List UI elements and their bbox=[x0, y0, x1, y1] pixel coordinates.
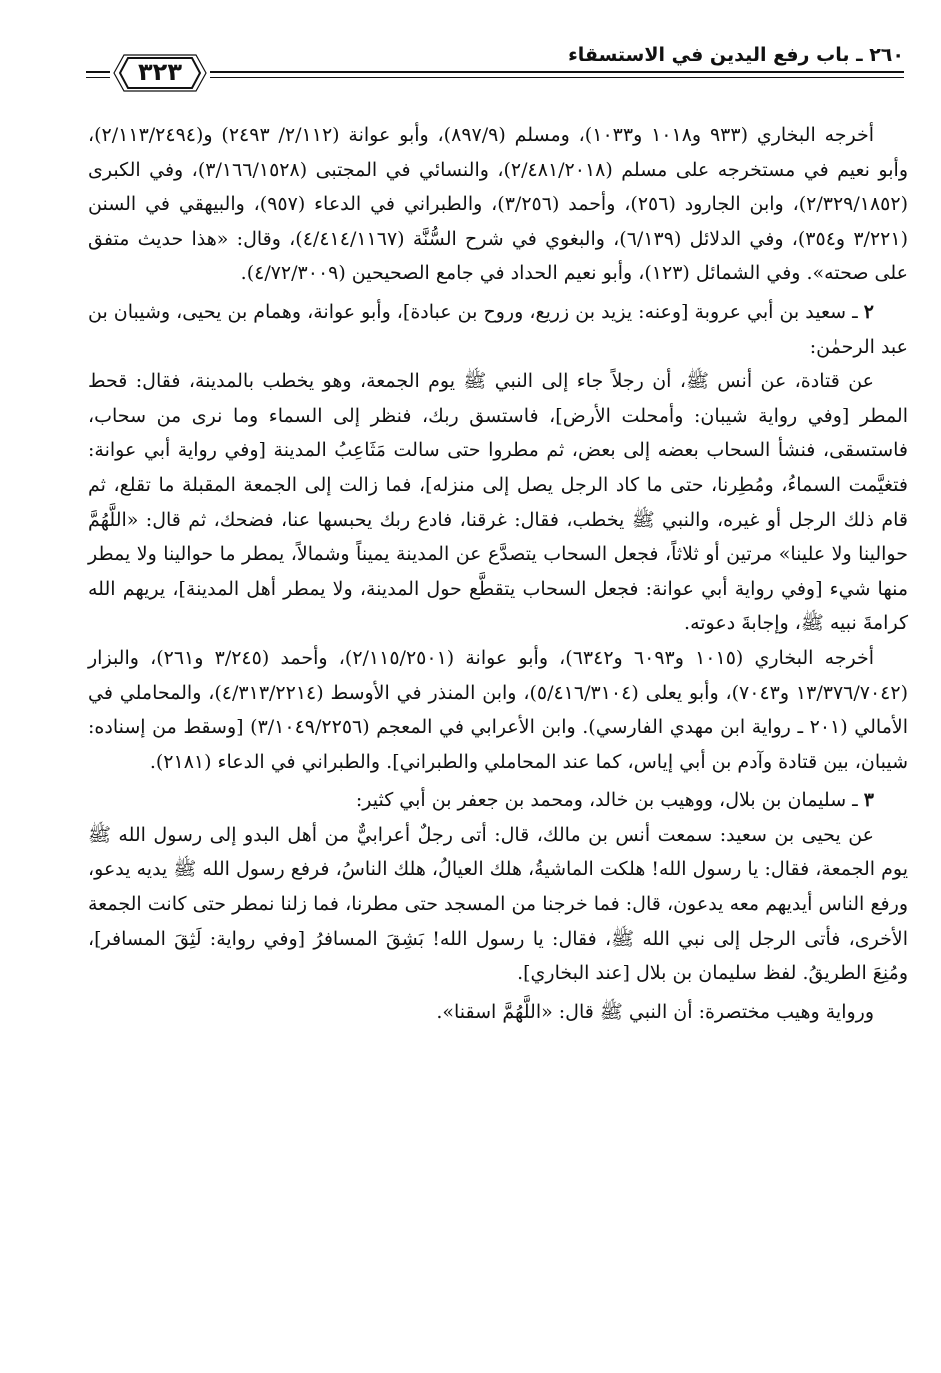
item-number: ٣ bbox=[863, 789, 874, 812]
page-header bbox=[86, 40, 906, 108]
paragraph-3 bbox=[88, 364, 908, 641]
paragraph-1 bbox=[88, 118, 908, 291]
paragraph-text: ـ سعيد بن أبي عروبة [وعنه: يزيد بن زريع، وروح بن عبادة]، وأبو عوانة، وهمام بن يحيى، وشيبان بن عبد الرحمٰن: bbox=[88, 300, 908, 358]
page-number-badge bbox=[110, 52, 210, 94]
paragraph-text: عن يحيى بن سعيد: سمعت أنس بن مالك، قال: أتى رجلٌ أعرابيٌّ من أهل البدو إلى رسول الله ﷺ يوم الجمعة، فقال: يا رسول الله! هلكت الماشيةُ، هلك العيالُ، هلك الناسُ، فرفع رسول الله ﷺ يديه يدعو، ورفع الناس أيديهم معه يدعون، قال: فما خرجنا من المسجد حتى مطرنا، فما زلنا نمطر حتى كانت الجمعة الأخرى، فأتى الرجل إلى نبي الله ﷺ، فقال: يا رسول الله! بَشِقَ المسافرُ [وفي رواية: لَثِقَ المسافر]، ومُنِعَ الطريقُ. لفظ سليمان بن بلال [عند البخاري]. bbox=[88, 823, 908, 985]
paragraph-2 bbox=[88, 295, 908, 364]
page-number: ٣٢٣ bbox=[138, 58, 182, 86]
paragraph-text: ورواية وهيب مختصرة: أن النبي ﷺ قال: «اللَّهُمَّ اسقنا». bbox=[436, 1000, 874, 1023]
paragraph-6 bbox=[88, 818, 908, 991]
paragraph-text: عن قتادة، عن أنس ﷺ، أن رجلاً جاء إلى النبي ﷺ يوم الجمعة، وهو يخطب بالمدينة، فقال: قحط المطر [وفي رواية شيبان: وأمحلت الأرض]، فاستسق ربك، فنظر إلى السماء وما نرى من سحاب، فاستسقى، فنشأ السحاب بعضه إلى بعض، ثم مطروا حتى سالت مَثَاعِبُ المدينة [وفي رواية أبي عوانة: فتغيَّمت السماءُ، ومُطِرنا، حتى ما كاد الرجل يصل إلى منزله]، فما زالت إلى الجمعة المقبلة ما تقلع، ثم قام ذلك الرجل أو غيره، والنبي ﷺ يخطب، فقال: غرقنا، فادع ربك يحبسها عنا، فضحك، ثم قال: «اللَّهُمَّ حوالينا ولا علينا» مرتين أو ثلاثاً، فجعل السحاب يتصدَّع عن المدينة يميناً وشمالاً، يمطر ما حوالينا ولا يمطر منها شيء [وفي رواية أبي عوانة: فجعل السحاب يتقطَّع حول المدينة، ولا يمطر أهل المدينة]، يريهم الله كرامةَ نبيه ﷺ، وإجابةَ دعوته. bbox=[88, 370, 908, 635]
running-head: ٢٦٠ ـ باب رفع اليدين في الاستسقاء bbox=[568, 44, 904, 66]
paragraph-7 bbox=[88, 995, 908, 1030]
page-body bbox=[88, 118, 908, 1029]
paragraph-text: أخرجه البخاري (٩٣٣ و١٠١٨ و١٠٣٣)، ومسلم (٨٩٧/٩)، وأبو عوانة (٢/١١٢/ ٢٤٩٣) و(٢/١١٣/٢٤٩٤)، وأبو نعيم في مستخرجه على مسلم (٢/٤٨١/٢٠١٨)، والنسائي في المجتبى (٣/١٦٦/١٥٢٨)، وفي الكبرى (٢/٣٢٩/١٨٥٢)، وابن الجارود (٢٥٦)، وأحمد (٣/٢٥٦)، والطبراني في الدعاء (٩٥٧)، والبيهقي في السنن (٣/٢٢١ و٣٥٤)، وفي الدلائل (٦/١٣٩)، والبغوي في شرح السُّنَّة (٤/٤١٤/١١٦٧)، وقال: «هذا حديث متفق على صحته». وفي الشمائل (١٢٣)، وأبو نعيم الحداد في جامع الصحيحين (٤/٧٢/٣٠٠٩). bbox=[88, 124, 909, 285]
paragraph-4 bbox=[88, 641, 908, 779]
paragraph-5 bbox=[88, 783, 908, 818]
paragraph-text: ـ سليمان بن بلال، ووهيب بن خالد، ومحمد بن جعفر بن أبي كثير: bbox=[355, 789, 858, 812]
paragraph-text: أخرجه البخاري (١٠١٥ و٦٠٩٣ و٦٣٤٢)، وأبو عوانة (٢/١١٥/٢٥٠١)، وأحمد (٣/٢٤٥ و٢٦١)، والبزار (١٣/٣٧٦/٧٠٤٢ و٧٠٤٣)، وأبو يعلى (٥/٤١٦/٣١٠٤)، وابن المنذر في الأوسط (٤/٣١٣/٢٢١٤)، والمحاملي في الأمالي (٢٠١ ـ رواية ابن مهدي الفارسي). وابن الأعرابي في المعجم (٣/١٠٤٩/٢٢٥٦) [وسقط من إسناده: شيبان، بين قتادة وآدم بن أبي إياس، كما عند المحاملي والطبراني]. والطبراني في الدعاء (٢١٨١). bbox=[88, 646, 908, 773]
item-number: ٢ bbox=[863, 300, 874, 323]
